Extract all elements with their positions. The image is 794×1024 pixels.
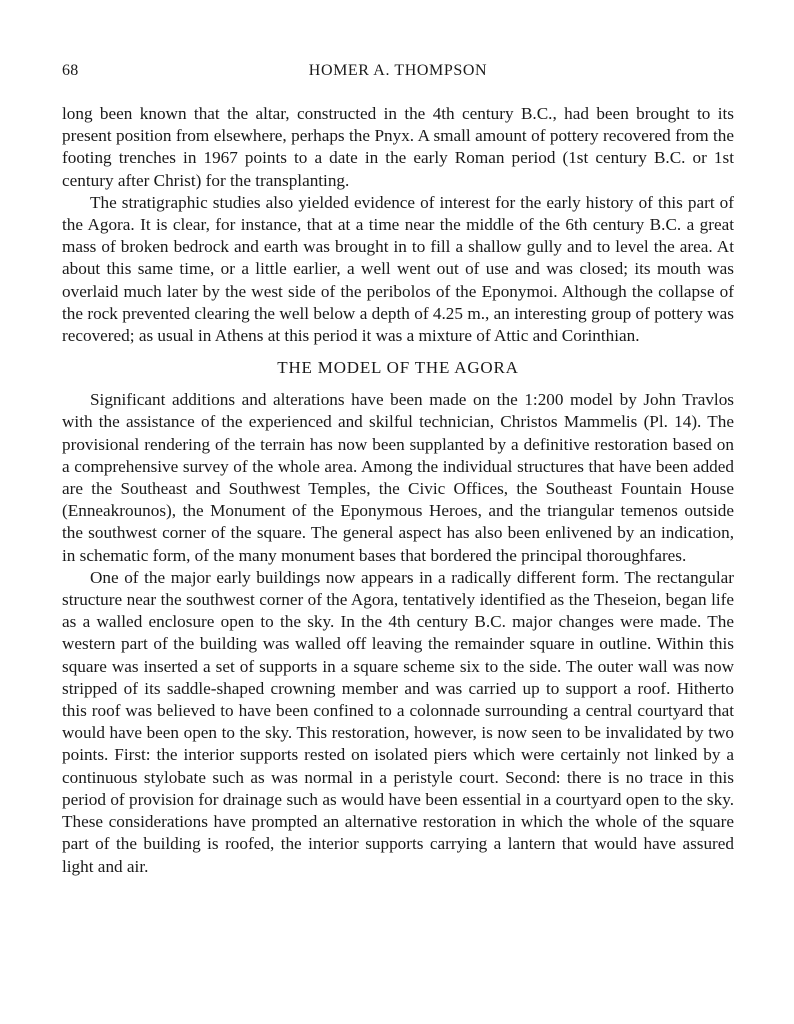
running-head-author: HOMER A. THOMPSON <box>308 62 488 79</box>
running-head <box>62 62 734 84</box>
paragraph-model-additions: Significant additions and alterations have been made on the 1:200 model by John Travlos with the assistance of the experienced and skilful technician, Christos Mammelis (Pl. 14). The provisional rendering of the terrain has now been supplanted by a definitive restoration based on a comprehensive survey of the whole area. Among the individual structures that have been added are the Southeast and Southwest Temples, the Civic Offices, the Southeast Fountain House (Enneakrounos), the Monument of the Eponymous Heroes, and the triangular temenos outside the southwest corner of the square. The general aspect has also been enlivened by an indication, in schematic form, of the many monument bases that bordered the principal thoroughfares. <box>62 390 734 565</box>
paragraph-continued: long been known that the altar, constructed in the 4th century B.C., had been brought to its present position from elsewhere, perhaps the Pnyx. A small amount of pottery recovered from the footing trenches in 1967 points to a date in the early Roman period (1st century B.C. or 1st century after Christ) for the transplanting. <box>62 104 734 190</box>
page-number: 68 <box>62 62 79 79</box>
document-page <box>62 62 734 878</box>
paragraph-stratigraphy: The stratigraphic studies also yielded evidence of interest for the early history of this part of the Agora. It is clear, for instance, that at a time near the middle of the 6th century B.C. a great mass of broken bedrock and earth was brought in to fill a shallow gully and to level the area. At about this same time, or a little earlier, a well went out of use and was closed; its mouth was overlaid much later by the west side of the peribolos of the Eponymoi. Although the collapse of the rock prevented clearing the well below a depth of 4.25 m., an interesting group of pottery was recovered; as usual in Athens at this period it was a mixture of Attic and Corinthian. <box>62 192 734 346</box>
paragraph-theseion: One of the major early buildings now appears in a radically different form. The rectangular structure near the southwest corner of the Agora, tentatively identified as the Theseion, began life as a walled enclosure open to the sky. In the 4th century B.C. major changes were made. The western part of the building was walled off leaving the remainder square in outline. Within this square was inserted a set of supports in a square scheme six to the side. The outer wall was now stripped of its saddle-shaped crowning member and was carried up to support a roof. Hitherto this roof was believed to have been confined to a colonnade surrounding a central courtyard that would have been open to the sky. This restoration, however, is now seen to be invalidated by two points. First: the interior supports rested on isolated piers which were certainly not linked by a continuous stylobate such as was normal in a peristyle court. Second: there is no trace in this period of provision for drainage such as would have been essential in a courtyard open to the sky. These considerations have prompted an alternative restoration in which the whole of the square part of the building is roofed, the interior supports carrying a lantern that would have assured light and air. <box>62 567 734 876</box>
section-heading: THE MODEL OF THE AGORA <box>277 358 519 378</box>
